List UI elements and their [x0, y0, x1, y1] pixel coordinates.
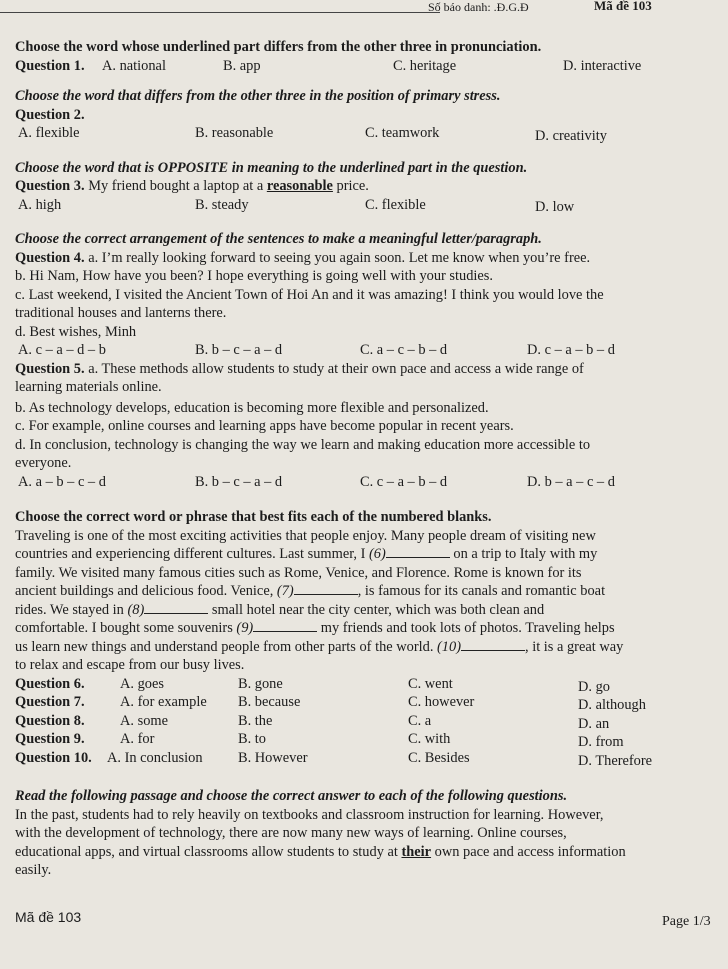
cloze-line-8: to relax and escape from our busy lives. [15, 657, 245, 673]
question-7-label: Question 7. [15, 694, 85, 710]
reading-text: educational apps, and virtual classrooms allow students to study at [15, 843, 402, 860]
cloze-text: my friends and took lots of photos. Traveling helps [317, 620, 615, 636]
question-5-line1 [15, 360, 720, 379]
exam-code-footer: Mã đề 103 [15, 909, 82, 925]
blank-9[interactable] [253, 619, 317, 632]
section3-instruction: Choose the word that is OPPOSITE in meaning to the underlined part in the question. [15, 159, 528, 176]
cloze-line-3: family. We visited many famous cities such as Rome, Venice, and Florence. Rome is known for its [15, 564, 582, 581]
question-3 [15, 196, 720, 215]
reading-line-1: In the past, students had to rely heavily on textbooks and classroom instruction for learning. However, [15, 806, 604, 823]
q2-option-c[interactable]: C. teamwork [365, 125, 440, 141]
q4-sentence-c: c. Last weekend, I visited the Ancient Town of Hoi An and it was amazing! I think you would love the [15, 286, 604, 303]
question-2-label: Question 2. [15, 106, 85, 123]
question-9 [15, 730, 720, 749]
q2-option-a[interactable]: A. flexible [18, 125, 80, 141]
reading-text: own pace and access information [431, 843, 626, 860]
q4-option-c[interactable]: C. a – c – b – d [360, 342, 448, 358]
blank-7-number: (7) [276, 583, 294, 599]
section2-instruction: Choose the word that differs from the other three in the position of primary stress. [15, 88, 501, 104]
q6-option-c[interactable]: C. went [408, 675, 453, 692]
q10-option-b[interactable]: B. However [238, 749, 308, 766]
question-7 [15, 693, 720, 712]
exam-code-header: Mã đề 103 [594, 0, 652, 13]
cloze-text: rides. We stayed in [15, 601, 128, 618]
reading-key-word: their [401, 843, 432, 860]
cloze-text: ancient buildings and delicious food. Venice, [15, 583, 277, 599]
question-6 [15, 675, 720, 694]
cloze-text: , it is a great way [525, 638, 624, 655]
question-8 [15, 712, 720, 731]
section4-instruction: Choose the correct arrangement of the sentences to make a meaningful letter/paragraph. [15, 231, 542, 247]
reading-line-4: easily. [15, 862, 52, 878]
q10-option-d[interactable]: D. Therefore [578, 752, 653, 769]
q9-option-a[interactable]: A. for [120, 731, 155, 747]
q3-option-c[interactable]: C. flexible [365, 196, 426, 213]
q5-option-d[interactable]: D. b – a – c – d [527, 473, 615, 490]
q1-option-b[interactable]: B. app [223, 57, 261, 74]
q7-option-c[interactable]: C. however [408, 694, 475, 710]
q7-option-d[interactable]: D. although [578, 697, 646, 713]
q2-option-d[interactable]: D. creativity [535, 128, 607, 144]
q8-option-d[interactable]: D. an [578, 715, 610, 732]
q8-option-b[interactable]: B. the [238, 712, 273, 729]
question-2 [15, 124, 720, 143]
cloze-line-5 [15, 601, 720, 620]
q9-option-b[interactable]: B. to [238, 731, 266, 747]
header-rule [0, 12, 440, 13]
cloze-text: us learn new things and understand people from other parts of the world. [15, 638, 438, 655]
question-5-label: Question 5. [15, 360, 85, 377]
question-4-options [15, 341, 720, 360]
q5-sentence-c: c. For example, online courses and learning apps have become popular in recent years. [15, 418, 514, 434]
cloze-text: countries and experiencing different cultures. Last summer, I [15, 546, 370, 562]
q3-stem-pre: My friend bought a laptop at a [88, 178, 267, 194]
question-3-stem [15, 177, 720, 196]
cloze-line-2 [15, 545, 720, 564]
question-5-options [15, 473, 720, 492]
q3-option-a[interactable]: A. high [18, 196, 62, 213]
blank-7[interactable] [294, 582, 358, 595]
q3-option-b[interactable]: B. steady [195, 196, 249, 213]
q4-option-b[interactable]: B. b – c – a – d [195, 342, 283, 358]
q8-option-a[interactable]: A. some [120, 712, 168, 729]
q2-option-b[interactable]: B. reasonable [195, 125, 274, 141]
q1-option-c[interactable]: C. heritage [393, 57, 457, 74]
reading-line-3 [15, 843, 720, 862]
cloze-text: , is famous for its canals and romantic boat [357, 583, 606, 599]
question-4-line1 [15, 249, 720, 268]
q3-stem-post: price. [332, 178, 369, 194]
q1-option-d[interactable]: D. interactive [563, 57, 642, 74]
q10-option-c[interactable]: C. Besides [408, 749, 470, 766]
q4-sentence-c-cont: traditional houses and lanterns there. [15, 305, 227, 321]
cloze-text: on a trip to Italy with my [449, 546, 598, 562]
q5-sentence-a: a. These methods allow students to study at their own pace and access a wide range of [88, 360, 584, 377]
question-4-label: Question 4. [15, 249, 85, 266]
q4-option-a[interactable]: A. c – a – d – b [18, 342, 106, 358]
q6-option-b[interactable]: B. gone [238, 675, 283, 692]
blank-8[interactable] [144, 601, 208, 614]
q4-sentence-d: d. Best wishes, Minh [15, 323, 137, 340]
candidate-number: Số báo danh: .Đ.G.Đ [428, 0, 529, 14]
blank-10-number: (10) [437, 638, 461, 655]
cloze-line-1: Traveling is one of the most exciting activities that people enjoy. Many people dream of visiting new [15, 527, 596, 544]
blank-8-number: (8) [127, 601, 145, 618]
q5-sentence-a-cont: learning materials online. [15, 379, 162, 395]
cloze-line-4 [15, 582, 720, 601]
section5-instruction: Choose the correct word or phrase that best fits each of the numbered blanks. [15, 509, 492, 525]
question-6-label: Question 6. [15, 675, 85, 692]
question-1-label: Question 1. [15, 57, 85, 74]
blank-10[interactable] [461, 638, 525, 651]
q7-option-b[interactable]: B. because [238, 694, 301, 710]
section1-instruction: Choose the word whose underlined part differs from the other three in pronunciation. [15, 39, 542, 55]
q4-option-d[interactable]: D. c – a – b – d [527, 342, 615, 358]
q5-option-a[interactable]: A. a – b – c – d [18, 473, 106, 490]
q5-sentence-b: b. As technology develops, education is becoming more flexible and personalized. [15, 399, 489, 416]
q6-option-d[interactable]: D. go [578, 678, 610, 695]
q7-option-a[interactable]: A. for example [120, 694, 207, 710]
q9-option-d[interactable]: D. from [578, 734, 624, 750]
blank-6-number: (6) [369, 546, 386, 562]
q6-option-a[interactable]: A. goes [120, 675, 164, 692]
q5-sentence-d: d. In conclusion, technology is changing the way we learn and making education more accessible to [15, 436, 591, 453]
exam-content [15, 38, 720, 880]
q4-sentence-b: b. Hi Nam, How have you been? I hope everything is going well with your studies. [15, 268, 493, 284]
page-number: Page 1/3 [662, 914, 711, 929]
q9-option-c[interactable]: C. with [408, 731, 451, 747]
blank-9-number: (9) [236, 620, 254, 636]
cloze-text: small hotel near the city center, which was both clean and [208, 601, 545, 618]
q3-option-d[interactable]: D. low [535, 198, 575, 215]
q5-option-c[interactable]: C. c – a – b – d [360, 473, 448, 490]
section6-instruction: Read the following passage and choose the correct answer to each of the following questions. [15, 788, 568, 804]
question-8-label: Question 8. [15, 712, 85, 729]
header-bar [0, 0, 728, 14]
question-3-label: Question 3. [15, 178, 85, 194]
q1-option-a[interactable]: A. national [102, 57, 166, 74]
blank-6[interactable] [386, 545, 450, 558]
cloze-line-7 [15, 638, 720, 657]
cloze-line-6 [15, 619, 720, 638]
cloze-text: comfortable. I bought some souvenirs [15, 620, 237, 636]
q5-option-b[interactable]: B. b – c – a – d [195, 473, 283, 490]
q4-sentence-a: a. I’m really looking forward to seeing you again soon. Let me know when you’re free. [88, 249, 591, 266]
reading-line-2: with the development of technology, there are now many new ways of learning. Online courses, [15, 825, 567, 841]
question-10-label: Question 10. [15, 749, 92, 766]
q3-stem-key: reasonable [266, 178, 333, 194]
question-9-label: Question 9. [15, 731, 85, 747]
q10-option-a[interactable]: A. In conclusion [107, 749, 203, 766]
question-10 [15, 749, 720, 768]
q8-option-c[interactable]: C. a [408, 712, 432, 729]
q5-sentence-d-cont: everyone. [15, 455, 72, 471]
question-1 [15, 57, 720, 76]
